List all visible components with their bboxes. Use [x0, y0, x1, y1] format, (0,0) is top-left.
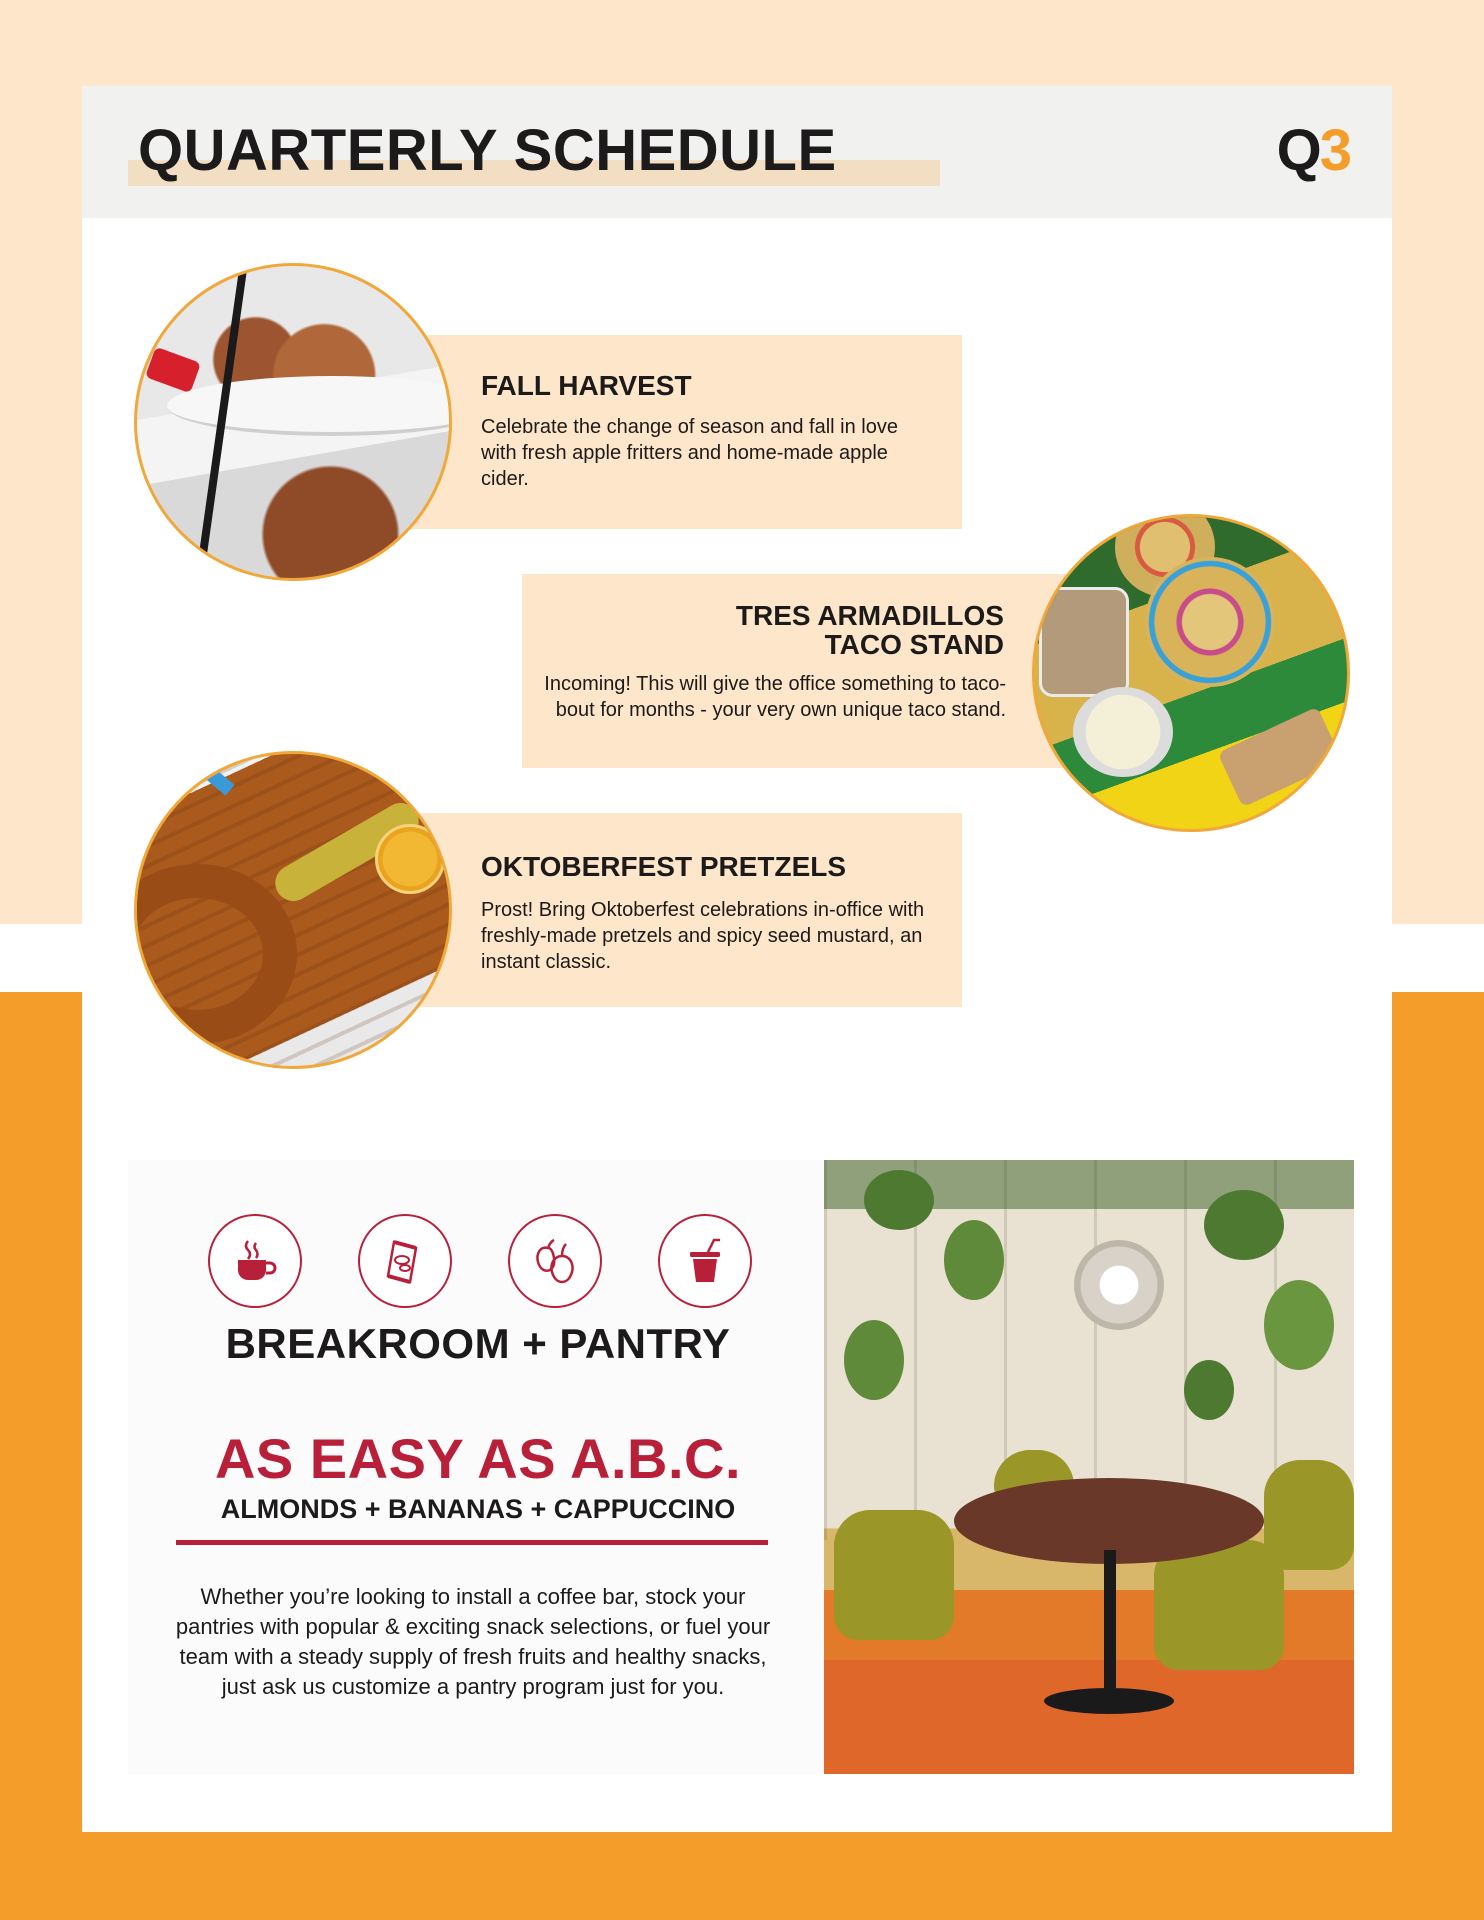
event-title-taco-stand [736, 601, 1004, 660]
quarter-badge [1276, 118, 1350, 183]
drink-cup-icon [658, 1214, 752, 1308]
breakroom-panel [128, 1160, 1354, 1774]
pretzel-photo [134, 751, 452, 1069]
event-desc-oktoberfest: Prost! Bring Oktoberfest celebrations in-office with freshly-made pretzels and spicy seed mustard, an instant classic. [481, 899, 925, 973]
breakroom-text-area [128, 1160, 828, 1774]
fall-harvest-photo [134, 263, 452, 581]
event-title-taco-line1: TRES ARMADILLOS [735, 600, 1004, 631]
breakroom-description: Whether you’re looking to install a coffee bar, stock your pantries with popular & exciting snack selections, or fuel your team with a steady supply of fresh fruits and healthy snacks, just ask us customize a pantry program just for you. [175, 1584, 771, 1699]
event-title-taco-line2: TACO STAND [824, 629, 1004, 661]
event-desc-taco-stand: Incoming! This will give the office something to taco-bout for months - your very own unique taco stand. [544, 673, 1006, 721]
event-title-fall-harvest: FALL HARVEST [481, 370, 692, 401]
divider [176, 1540, 768, 1545]
taco-stand-photo [1032, 514, 1350, 832]
schedule-card [82, 86, 1392, 1832]
breakroom-title: BREAKROOM + PANTRY [225, 1320, 731, 1367]
header [82, 86, 1392, 218]
quarter-letter: Q [1276, 118, 1320, 183]
breakroom-photo [824, 1160, 1354, 1774]
fruit-icon [508, 1214, 602, 1308]
quarter-number: 3 [1319, 118, 1350, 183]
abc-subheadline: ALMONDS + BANANAS + CAPPUCCINO [220, 1494, 736, 1524]
snack-bag-icon [358, 1214, 452, 1308]
page-title: QUARTERLY SCHEDULE [138, 118, 837, 183]
event-desc-fall-harvest: Celebrate the change of season and fall in love with fresh apple fritters and home-made apple cider. [481, 416, 898, 490]
coffee-cup-icon [208, 1214, 302, 1308]
event-title-oktoberfest: OKTOBERFEST PRETZELS [481, 851, 847, 882]
abc-headline: AS EASY AS A.B.C. [214, 1427, 742, 1490]
